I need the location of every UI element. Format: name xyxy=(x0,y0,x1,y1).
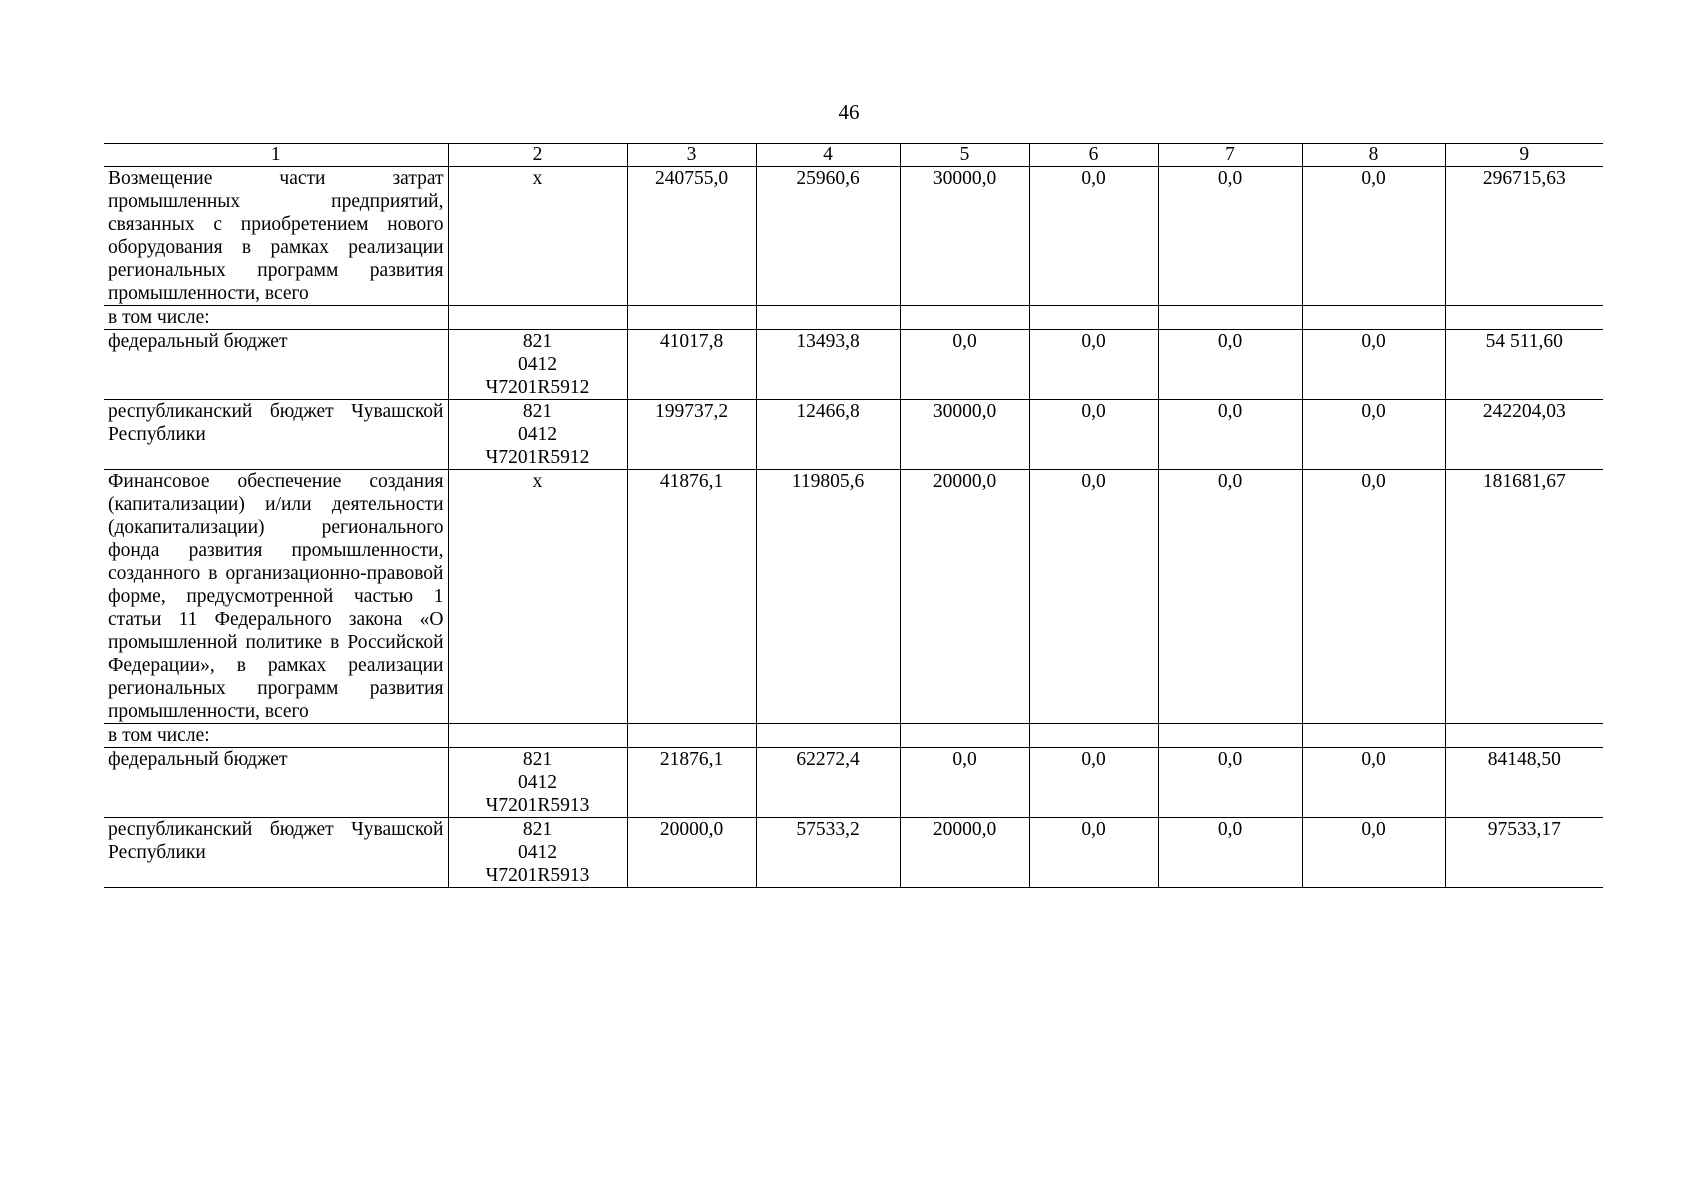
value-cell-col-7 xyxy=(1158,724,1302,748)
value-cell-col-3 xyxy=(627,724,756,748)
table-row xyxy=(104,818,1603,888)
budget-code-line: 821 xyxy=(522,401,553,422)
value-cell-col-4 xyxy=(756,306,900,330)
value-cell-col-8 xyxy=(1302,306,1445,330)
header-cell: 5 xyxy=(900,144,1029,167)
value-cell-col-9 xyxy=(1445,724,1603,748)
value-cell-col-5: 20000,0 xyxy=(900,818,1029,888)
budget-code-cell xyxy=(448,724,627,748)
budget-code-line: 0412 xyxy=(518,354,557,375)
value-cell-col-3 xyxy=(627,306,756,330)
budget-code-line: 821 xyxy=(522,331,553,352)
value-cell-col-8: 0,0 xyxy=(1302,470,1445,724)
value-cell-col-5: 20000,0 xyxy=(900,470,1029,724)
value-cell-col-5: 0,0 xyxy=(900,748,1029,818)
value-cell-col-5 xyxy=(900,306,1029,330)
value-cell-col-4: 119805,6 xyxy=(756,470,900,724)
table-row xyxy=(104,748,1603,818)
row-label: Возмещение части затрат промышленных предприятий, связанных с приобретением нового оборудования в рамках реализации региональных программ развития промышленности, всего xyxy=(104,167,448,306)
value-cell-col-6: 0,0 xyxy=(1029,167,1158,306)
table-body xyxy=(104,167,1603,888)
header-cell: 6 xyxy=(1029,144,1158,167)
header-cell: 8 xyxy=(1302,144,1445,167)
row-label: Финансовое обеспечение создания (капитализации) и/или деятельности (докапитализации) регионального фонда развития промышленности, созданного в организационно-правовой форме, предусмотренной частью 1 статьи 11 Федерального закона «О промышленной политике в Российской Федерации», в рамках реализации региональных программ развития промышленности, всего xyxy=(104,470,448,724)
subheading-label: в том числе: xyxy=(104,306,448,330)
budget-code-line: 0412 xyxy=(518,772,557,793)
budget-code-cell xyxy=(448,818,627,888)
value-cell-col-5 xyxy=(900,724,1029,748)
value-cell-col-6: 0,0 xyxy=(1029,748,1158,818)
value-cell-col-8: 0,0 xyxy=(1302,748,1445,818)
value-cell-col-7: 0,0 xyxy=(1158,167,1302,306)
value-cell-col-3: 199737,2 xyxy=(627,400,756,470)
value-cell-col-6 xyxy=(1029,724,1158,748)
budget-code-cell xyxy=(448,748,627,818)
value-cell-col-7: 0,0 xyxy=(1158,470,1302,724)
budget-code-line: 0412 xyxy=(518,424,557,445)
row-label: республиканский бюджет Чувашской Республики xyxy=(104,818,448,888)
value-cell-col-9: 84148,50 xyxy=(1445,748,1603,818)
value-cell-col-4 xyxy=(756,724,900,748)
row-label: федеральный бюджет xyxy=(104,748,448,818)
value-cell-col-5: 0,0 xyxy=(900,330,1029,400)
budget-code-line: Ч7201R5913 xyxy=(485,795,590,816)
value-cell-col-7: 0,0 xyxy=(1158,330,1302,400)
value-cell-col-4: 25960,6 xyxy=(756,167,900,306)
table-row xyxy=(104,470,1603,724)
row-label: федеральный бюджет xyxy=(104,330,448,400)
header-cell: 2 xyxy=(448,144,627,167)
header-cell: 9 xyxy=(1445,144,1603,167)
value-cell-col-7: 0,0 xyxy=(1158,818,1302,888)
header-cell: 1 xyxy=(104,144,448,167)
value-cell-col-9: 97533,17 xyxy=(1445,818,1603,888)
header-cell: 4 xyxy=(756,144,900,167)
value-cell-col-3: 240755,0 xyxy=(627,167,756,306)
header-row xyxy=(104,144,1603,167)
value-cell-col-6: 0,0 xyxy=(1029,400,1158,470)
header-cell: 3 xyxy=(627,144,756,167)
value-cell-col-7: 0,0 xyxy=(1158,748,1302,818)
value-cell-col-6: 0,0 xyxy=(1029,470,1158,724)
value-cell-col-8 xyxy=(1302,724,1445,748)
budget-code-line: 821 xyxy=(522,749,553,770)
value-cell-col-4: 62272,4 xyxy=(756,748,900,818)
table-row xyxy=(104,330,1603,400)
value-cell-col-7: 0,0 xyxy=(1158,400,1302,470)
budget-code-line: Ч7201R5912 xyxy=(485,377,590,398)
subheading-row xyxy=(104,724,1603,748)
budget-code-cell xyxy=(448,400,627,470)
value-cell-col-9: 54 511,60 xyxy=(1445,330,1603,400)
value-cell-col-3: 41017,8 xyxy=(627,330,756,400)
budget-code-line: 821 xyxy=(522,819,553,840)
value-cell-col-4: 13493,8 xyxy=(756,330,900,400)
value-cell-col-8: 0,0 xyxy=(1302,167,1445,306)
value-cell-col-6 xyxy=(1029,306,1158,330)
value-cell-col-5: 30000,0 xyxy=(900,167,1029,306)
value-cell-col-3: 41876,1 xyxy=(627,470,756,724)
value-cell-col-8: 0,0 xyxy=(1302,400,1445,470)
value-cell-col-9: 296715,63 xyxy=(1445,167,1603,306)
value-cell-col-8: 0,0 xyxy=(1302,818,1445,888)
value-cell-col-3: 20000,0 xyxy=(627,818,756,888)
value-cell-col-6: 0,0 xyxy=(1029,330,1158,400)
value-cell-col-9: 181681,67 xyxy=(1445,470,1603,724)
value-cell-col-5: 30000,0 xyxy=(900,400,1029,470)
budget-code-cell xyxy=(448,167,627,306)
value-cell-col-4: 12466,8 xyxy=(756,400,900,470)
budget-code-line: 0412 xyxy=(518,842,557,863)
table-row xyxy=(104,400,1603,470)
value-cell-col-9 xyxy=(1445,306,1603,330)
subheading-row xyxy=(104,306,1603,330)
value-cell-col-3: 21876,1 xyxy=(627,748,756,818)
table-header xyxy=(104,144,1603,167)
budget-code-cell xyxy=(448,470,627,724)
budget-code-line: х xyxy=(532,168,543,189)
value-cell-col-4: 57533,2 xyxy=(756,818,900,888)
budget-code-cell xyxy=(448,306,627,330)
value-cell-col-8: 0,0 xyxy=(1302,330,1445,400)
value-cell-col-6: 0,0 xyxy=(1029,818,1158,888)
header-cell: 7 xyxy=(1158,144,1302,167)
budget-code-line: х xyxy=(532,471,543,492)
subheading-label: в том числе: xyxy=(104,724,448,748)
page-number: 46 xyxy=(838,100,860,124)
budget-code-line: Ч7201R5912 xyxy=(485,447,590,468)
row-label: республиканский бюджет Чувашской Республики xyxy=(104,400,448,470)
table-row xyxy=(104,167,1603,306)
budget-code-cell xyxy=(448,330,627,400)
value-cell-col-9: 242204,03 xyxy=(1445,400,1603,470)
budget-code-line: Ч7201R5913 xyxy=(485,865,590,886)
budget-table xyxy=(104,143,1603,888)
value-cell-col-7 xyxy=(1158,306,1302,330)
